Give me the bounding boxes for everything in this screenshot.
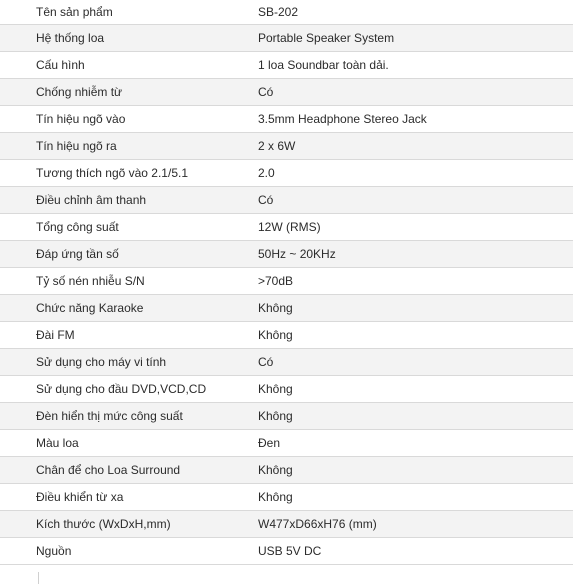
spec-value: Không [258,457,573,484]
spec-label: Điều chỉnh âm thanh [0,187,258,214]
spec-label: Chức năng Karaoke [0,295,258,322]
spec-value: USB 5V DC [258,538,573,565]
spec-value: 2 x 6W [258,133,573,160]
spec-row [0,214,573,241]
spec-value: SB-202 [258,0,573,25]
spec-value: Portable Speaker System [258,25,573,52]
spec-row [0,241,573,268]
spec-label: Tín hiệu ngõ ra [0,133,258,160]
spec-value: 3.5mm Headphone Stereo Jack [258,106,573,133]
spec-value: Đen [258,430,573,457]
spec-row [0,457,573,484]
spec-row [0,511,573,538]
spec-row [0,349,573,376]
spec-value: 12W (RMS) [258,214,573,241]
spec-label: Tín hiệu ngõ vào [0,106,258,133]
spec-label: Hệ thống loa [0,25,258,52]
spec-row [0,52,573,79]
spec-row [0,133,573,160]
spec-value: 50Hz ~ 20KHz [258,241,573,268]
spec-value: 1 loa Soundbar toàn dải. [258,52,573,79]
spec-row [0,268,573,295]
spec-value: Không [258,484,573,511]
spec-label: Sử dụng cho đầu DVD,VCD,CD [0,376,258,403]
spec-value: W477xD66xH76 (mm) [258,511,573,538]
spec-value: Không [258,376,573,403]
spec-row [0,106,573,133]
spec-value: >70dB [258,268,573,295]
spec-label: Chống nhiễm từ [0,79,258,106]
spec-label: Tên sản phẩm [0,0,258,25]
spec-row [0,79,573,106]
spec-row [0,25,573,52]
spec-label: Tỷ số nén nhiễu S/N [0,268,258,295]
spec-row [0,0,573,25]
spec-label: Cấu hình [0,52,258,79]
spec-label: Màu loa [0,430,258,457]
spec-label: Tương thích ngõ vào 2.1/5.1 [0,160,258,187]
spec-row [0,376,573,403]
spec-value: Không [258,295,573,322]
spec-label: Kích thước (WxDxH,mm) [0,511,258,538]
spec-row [0,484,573,511]
spec-row [0,160,573,187]
spec-value: Không [258,322,573,349]
spec-label: Nguồn [0,538,258,565]
spec-label: Điều khiển từ xa [0,484,258,511]
spec-value: Có [258,79,573,106]
spec-value: Có [258,187,573,214]
spec-row [0,538,573,565]
spec-row [0,403,573,430]
spec-label: Đèn hiển thị mức công suất [0,403,258,430]
spec-label: Tổng công suất [0,214,258,241]
spec-label: Đài FM [0,322,258,349]
spec-row [0,322,573,349]
spec-label: Chân để cho Loa Surround [0,457,258,484]
spec-row [0,430,573,457]
spec-row [0,295,573,322]
divider [38,572,39,584]
spec-label: Sử dụng cho máy vi tính [0,349,258,376]
spec-value: Có [258,349,573,376]
spec-value: 2.0 [258,160,573,187]
spec-label: Đáp ứng tần số [0,241,258,268]
spec-row [0,187,573,214]
spec-value: Không [258,403,573,430]
